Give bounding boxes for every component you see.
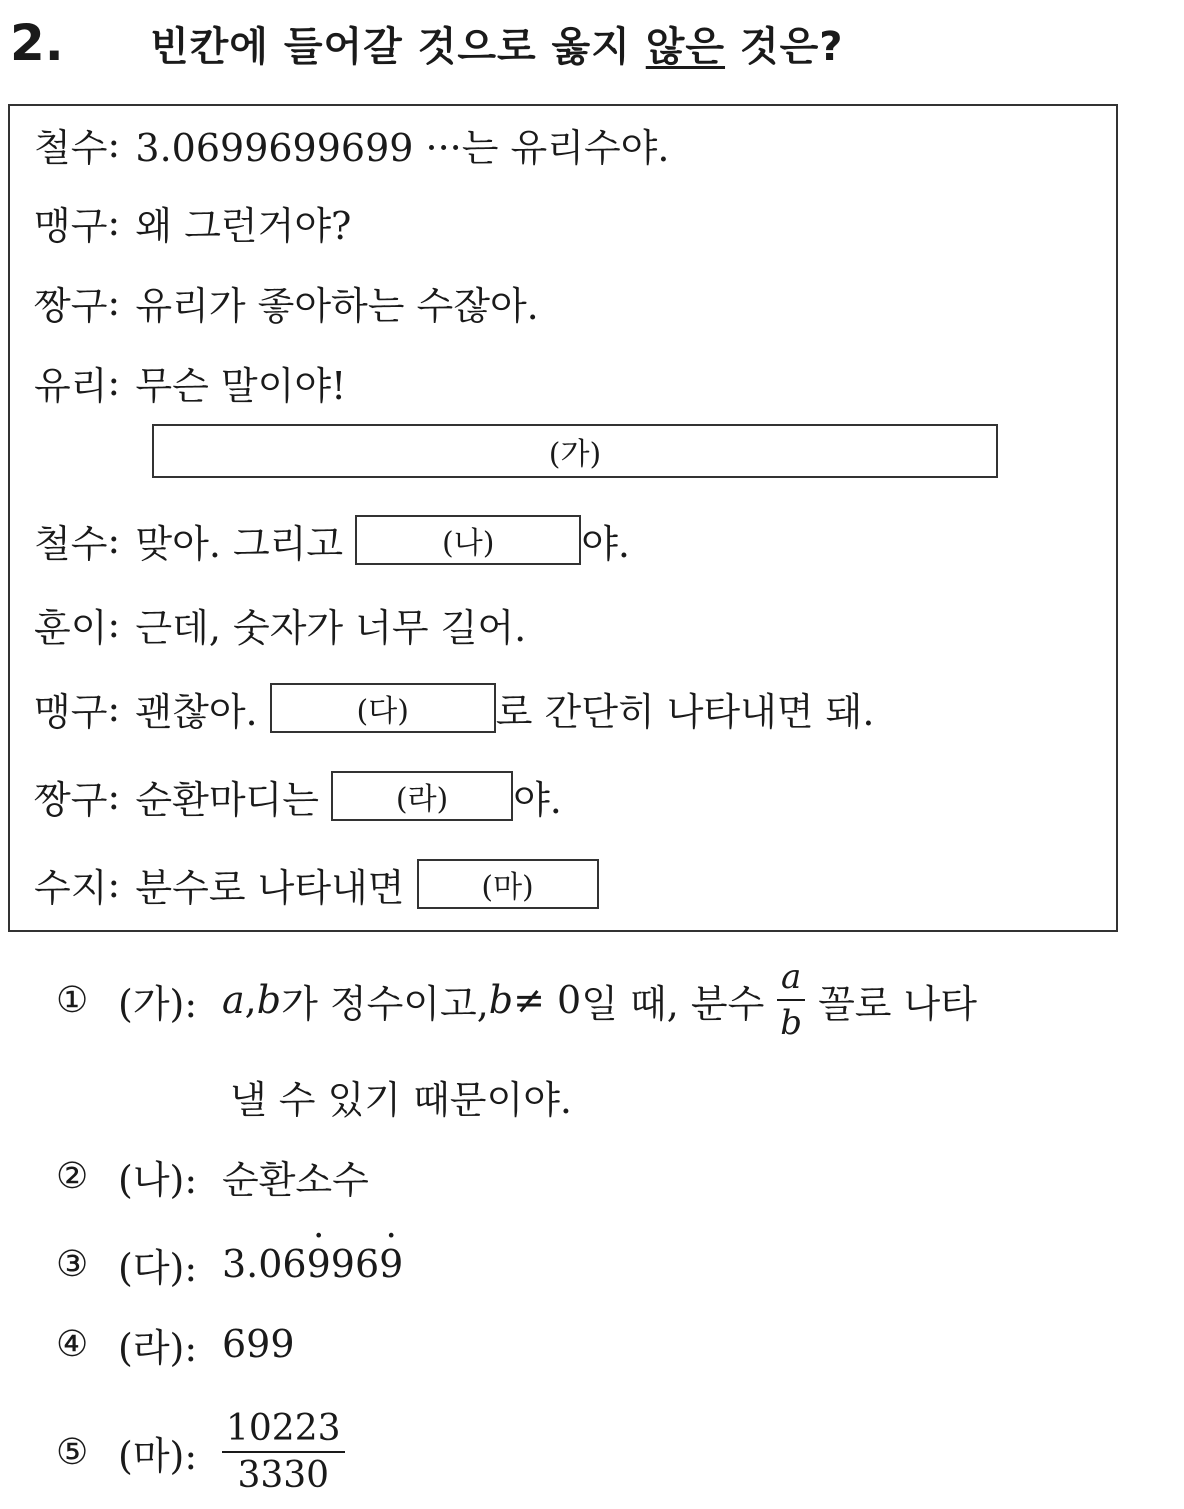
speaker: 철수 xyxy=(34,125,108,170)
blank-ra: (라) xyxy=(331,771,513,821)
option-number: ② xyxy=(56,1155,89,1197)
option-number: ⑤ xyxy=(56,1431,89,1473)
blank-ga: (가) xyxy=(152,424,998,478)
dialog-line: 철수 : 맞아. 그리고 (나) 야. xyxy=(34,510,630,570)
option-label: (나): xyxy=(118,1157,198,1202)
question-text: 빈칸에 들어갈 것으로 옳지 않은 것은? xyxy=(150,23,844,70)
dialog-text: 근데, 숫자가 너무 길어. xyxy=(135,605,527,650)
option-3[interactable] xyxy=(56,1234,403,1294)
blank-na: (나) xyxy=(355,515,581,565)
dialog-line: 수지 : 분수로 나타내면 (마) xyxy=(34,854,599,914)
option-label: (다): xyxy=(118,1245,198,1290)
speaker: 철수 xyxy=(34,521,108,566)
dialog-line: 훈이 : 근데, 숫자가 너무 길어. xyxy=(34,594,526,654)
option-label: (마): xyxy=(118,1433,198,1478)
speaker: 유리 xyxy=(34,363,108,408)
repeat-dot: 9 · xyxy=(307,1242,331,1286)
fraction-a-over-b: $\frac{a}{b}$ xyxy=(776,957,806,1043)
dialog-text: 유리가 좋아하는 수잖아. xyxy=(135,283,539,328)
option-1-continued: 낼 수 있기 때문이야. xyxy=(230,1077,572,1122)
dialog-line: 맹구 : 괜찮아. (다) 로 간단히 나타내면 돼. xyxy=(34,678,874,738)
option-text: 순환소수 xyxy=(222,1157,369,1202)
option-label: (라): xyxy=(118,1325,198,1370)
option-label: (가): xyxy=(118,981,198,1026)
speaker: 짱구 xyxy=(34,283,108,328)
question-header xyxy=(10,8,843,78)
speaker: 수지 xyxy=(34,865,108,910)
dialog-text: 무슨 말이야! xyxy=(135,363,347,408)
speaker: 맹구 xyxy=(34,689,108,734)
dialog-line: 맹구 : 왜 그런거야? xyxy=(34,192,351,252)
option-4[interactable] xyxy=(56,1314,295,1374)
dialog-line: 짱구 : 유리가 좋아하는 수잖아. xyxy=(34,272,539,332)
speaker: 맹구 xyxy=(34,203,108,248)
dialog-box xyxy=(8,104,1118,932)
option-number: ③ xyxy=(56,1243,89,1285)
repeat-dot: 9 · xyxy=(379,1242,403,1286)
option-text: 699 xyxy=(222,1322,295,1366)
dialog-line: 철수 : 3.0699699699 ···는 유리수야. xyxy=(34,114,669,174)
blank-ma: (마) xyxy=(417,859,599,909)
question-number: 2. xyxy=(10,14,64,72)
option-1[interactable]: ① (가): a , b 가 정수이고, b ≠ 0 일 때, 분수 $\frac{a}{b}$ 꼴로 나타 xyxy=(56,957,977,1043)
option-5[interactable] xyxy=(56,1400,357,1504)
dialog-line: 유리 : 무슨 말이야! xyxy=(34,352,346,412)
speaker: 훈이 xyxy=(34,605,108,650)
repeating-decimal: 3.069 ·969 · xyxy=(222,1242,403,1286)
speaker: 짱구 xyxy=(34,777,108,822)
dialog-text: 왜 그런거야? xyxy=(135,203,352,248)
blank-da: (다) xyxy=(270,683,496,733)
option-number: ④ xyxy=(56,1323,89,1365)
option-number: ① xyxy=(56,979,89,1021)
option-2[interactable] xyxy=(56,1146,369,1206)
dialog-text: 3.0699699699 ···는 유리수야. xyxy=(135,125,670,170)
fraction-answer: $\frac{10223}{3330}$ xyxy=(222,1408,345,1496)
dialog-line: 짱구 : 순환마디는 (라) 야. xyxy=(34,766,562,826)
emphasis-underline: 않은 xyxy=(645,23,726,70)
